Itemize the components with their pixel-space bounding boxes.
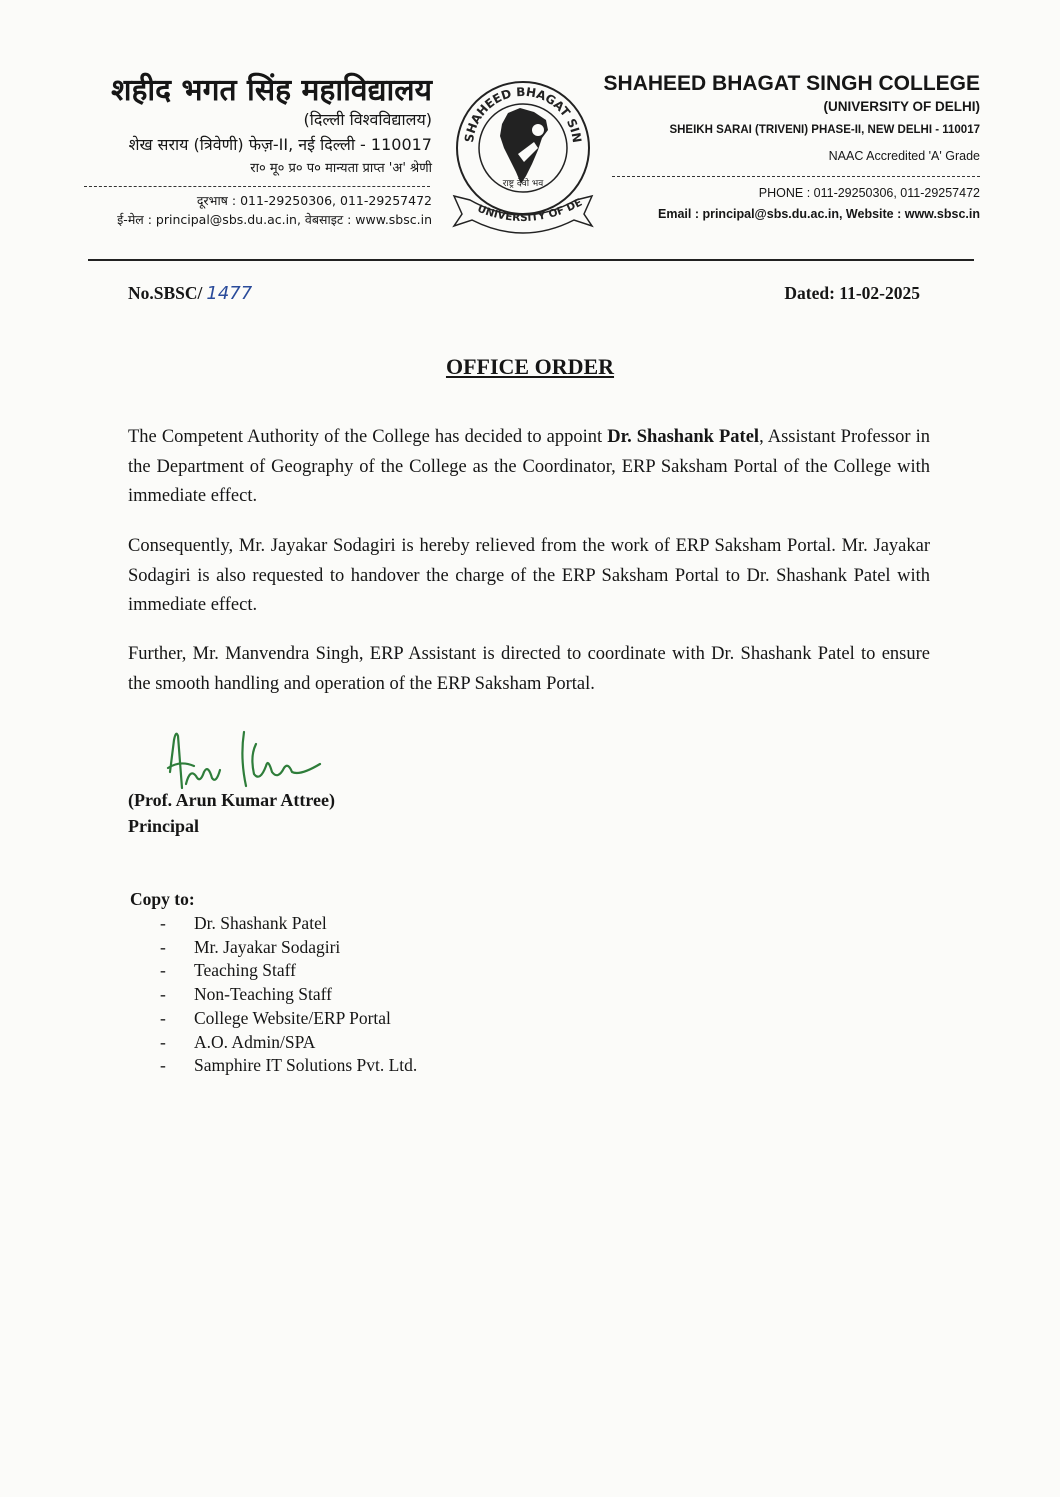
appointee-name: Dr. Shashank Patel — [607, 427, 760, 447]
address-hindi: शेख सराय (त्रिवेणी) फेज़-II, नई दिल्ली - 110017 — [128, 135, 432, 154]
email-website-english: Email : principal@sbs.du.ac.in, Website : www.sbsc.in — [658, 207, 980, 221]
phone-english: PHONE : 011-29250306, 011-29257472 — [758, 186, 980, 200]
copy-to-label: Copy to: — [130, 889, 195, 909]
university-name-english: (UNIVERSITY OF DELHI) — [823, 99, 980, 114]
hindi-divider — [84, 186, 430, 187]
list-item: - College Website/ERP Portal — [160, 1007, 417, 1031]
list-item: - Samphire IT Solutions Pvt. Ltd. — [160, 1054, 417, 1078]
reference-number — [128, 283, 252, 304]
emblem-motto: राष्ट्र देवो भव — [502, 179, 544, 189]
date: Dated: 11-02-2025 — [784, 283, 920, 303]
college-name-hindi: शहीद भगत सिंह महाविद्यालय — [111, 73, 432, 108]
university-name-hindi: (दिल्ली विश्वविद्यालय) — [303, 110, 432, 129]
signatory-name: (Prof. Arun Kumar Attree) — [128, 790, 335, 810]
naac-english: NAAC Accredited 'A' Grade — [828, 149, 980, 163]
paragraph-relieving: Consequently, Mr. Jayakar Sodagiri is hereby relieved from the work of ERP Saksham Portal. Mr. Jayakar Sodagiri is also requested to handover the charge of the ERP Saksham Portal to Dr. Shashank Patel with immediate effect. — [128, 536, 930, 615]
english-divider — [612, 176, 980, 177]
p1-before: The Competent Authority of the College has decided to appoint — [128, 427, 608, 447]
paragraph-appointment — [128, 423, 930, 512]
college-emblem-icon — [448, 68, 598, 240]
reference-handwritten-number: 1477 — [206, 283, 253, 304]
naac-hindi: रा० मू० प्र० प० मान्यता प्राप्त 'अ' श्रेणी — [250, 161, 432, 176]
list-item: - Non-Teaching Staff — [160, 983, 417, 1007]
emblem-ring-text: SHAHEED BHAGAT SIN — [462, 84, 585, 144]
signatory-title: Principal — [128, 816, 199, 836]
list-item: - Teaching Staff — [160, 959, 417, 983]
phone-hindi: दूरभाष : 011-29250306, 011-29257472 — [196, 193, 432, 208]
address-english: SHEIKH SARAI (TRIVENI) PHASE-II, NEW DELHI - 110017 — [669, 124, 980, 136]
p1-after: , Assistant Professor in the Department of Geography of the College as the Coordinator, ERP Saksham Portal of the College with immediate effect. — [128, 427, 930, 506]
document-heading: OFFICE ORDER — [445, 354, 615, 379]
copy-to-list — [160, 912, 417, 1078]
emblem-banner-text: UNIVERSITY OF DE — [475, 196, 585, 225]
paragraph-coordination: Further, Mr. Manvendra Singh, ERP Assistant is directed to coordinate with Dr. Shashank Patel to ensure the smooth handling and operation of the ERP Saksham Portal. — [128, 644, 930, 694]
reference-prefix: No.SBSC/ — [128, 283, 203, 303]
list-item: - A.O. Admin/SPA — [160, 1031, 417, 1055]
college-name-english: SHAHEED BHAGAT SINGH COLLEGE — [603, 72, 980, 95]
list-item: - Mr. Jayakar Sodagiri — [160, 936, 417, 960]
list-item: - Dr. Shashank Patel — [160, 912, 417, 936]
email-website-hindi: ई-मेल : principal@sbs.du.ac.in, वेबसाइट : www.sbsc.in — [117, 212, 432, 227]
letterhead-divider — [88, 259, 974, 261]
